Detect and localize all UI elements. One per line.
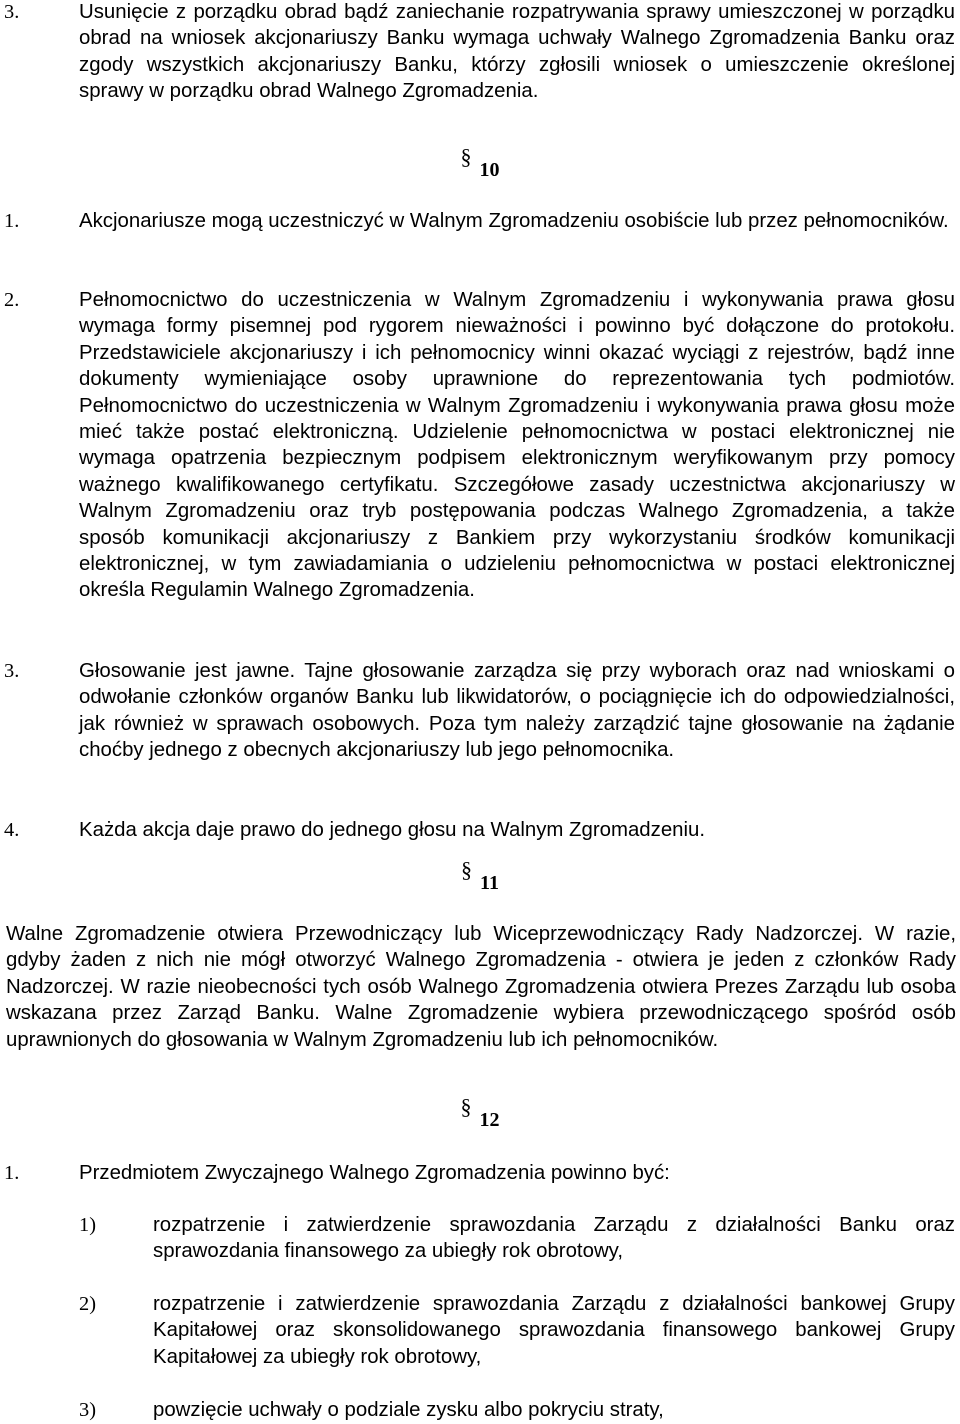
- list-item: [0, 1160, 960, 1186]
- item-number: 3.: [4, 1, 20, 23]
- item-text: Pełnomocnictwo do uczestniczenia w Walnym Zgromadzeniu i wykonywania prawa głosu wymaga formy pisemnej pod rygorem nieważności i powinno być dołączone do protokołu. Przedstawiciele akcjonariuszy i ich pełnomocnicy winni okazać wyciągi z rejestrów, bądź inne dokumenty wymieniające osoby uprawnione do reprezentowania tych podmiotów. Pełnomocnictwo do uczestniczenia w Walnym Zgromadzeniu i wykonywania prawa głosu może mieć także postać elektroniczną. Udzielenie pełnomocnictwa w postaci elektronicznej nie wymaga opatrzenia bezpiecznym podpisem elektronicznym weryfikowanym przy pomocy ważnego kwalifikowanego certyfikatu. Szczegółowe zasady uczestnictwa akcjonariuszy w Walnym Zgromadzeniu oraz tryb postępowania podczas Walnego Zgromadzenia, a także sposób komunikacji akcjonariuszy z Bankiem przy wykorzystaniu środków komunikacji elektronicznej, w tym zawiadamiania o udzieleniu pełnomocnictwa w postaci elektronicznej określa Regulamin Walnego Zgromadzenia.: [79, 289, 955, 602]
- item-text: Każda akcja daje prawo do jednego głosu na Walnym Zgromadzeniu.: [79, 819, 706, 841]
- item-text: Usunięcie z porządku obrad bądź zaniechanie rozpatrywania sprawy umieszczonej w porządku obrad na wniosek akcjonariuszy Banku wymaga uchwały Walnego Zgromadzenia Banku oraz zgody wszystkich akcjonariuszy Banku, którzy zgłosili wniosek o umieszczenie określonej sprawy w porządku obrad Walnego Zgromadzenia.: [79, 1, 955, 103]
- section-number: 12: [479, 1109, 500, 1131]
- item-number: 1.: [4, 210, 20, 232]
- section-heading-12: [0, 1094, 960, 1133]
- subitem-number: 2): [79, 1293, 96, 1315]
- sub-list-item: [0, 1397, 960, 1423]
- paragraph: [0, 921, 960, 1053]
- list-item: [0, 287, 960, 604]
- list-item: [0, 208, 960, 234]
- item-number: 1.: [4, 1162, 20, 1184]
- subitem-number: 1): [79, 1214, 96, 1236]
- subitem-text: rozpatrzenie i zatwierdzenie sprawozdania Zarządu z działalności bankowej Grupy Kapitałowej oraz skonsolidowanego sprawozdania finansowego bankowej Grupy Kapitałowej za ubiegły rok obrotowy,: [153, 1293, 955, 1368]
- subitem-number: 3): [79, 1399, 96, 1421]
- section-number: 11: [480, 872, 499, 894]
- item-text: Przedmiotem Zwyczajnego Walnego Zgromadzenia powinno być:: [79, 1162, 670, 1184]
- subitem-text: powzięcie uchwały o podziale zysku albo pokryciu straty,: [153, 1399, 664, 1421]
- section-heading-11: [0, 857, 960, 896]
- list-item: [0, 0, 960, 105]
- item-number: 3.: [4, 660, 20, 682]
- item-number: 4.: [4, 819, 20, 841]
- paragraph-text: Walne Zgromadzenie otwiera Przewodniczący lub Wiceprzewodniczący Rady Nadzorczej. W razie, gdyby żaden z nich nie mógł otworzyć Walnego Zgromadzenia - otwiera je jeden z członków Rady Nadzorczej. W razie nieobecności tych osób Walnego Zgromadzenia otwiera Prezes Zarządu lub osoba wskazana przez Zarząd Banku. Walne Zgromadzenie wybiera przewodniczącego spośród osób uprawnionych do głosowania w Walnym Zgromadzeniu lub ich pełnomocników.: [6, 923, 956, 1051]
- section-heading-10: [0, 144, 960, 183]
- item-text: Głosowanie jest jawne. Tajne głosowanie zarządza się przy wyborach oraz nad wnioskami o odwołanie członków organów Banku lub likwidatorów, o pociągnięcie ich do odpowiedzialności, jak również w sprawach osobowych. Poza tym należy zarządzić tajne głosowanie na żądanie choćby jednego z obecnych akcjonariuszy lub jego pełnomocnika.: [79, 660, 955, 762]
- section-symbol: §: [460, 1094, 472, 1119]
- item-text: Akcjonariusze mogą uczestniczyć w Walnym Zgromadzeniu osobiście lub przez pełnomocników.: [79, 210, 949, 232]
- section-number: 10: [479, 159, 500, 181]
- sub-list-item: [0, 1291, 960, 1370]
- list-item: [0, 658, 960, 764]
- sub-list-item: [0, 1212, 960, 1265]
- section-symbol: §: [461, 857, 473, 882]
- subitem-text: rozpatrzenie i zatwierdzenie sprawozdania Zarządu z działalności Banku oraz sprawozdania finansowego za ubiegły rok obrotowy,: [153, 1214, 955, 1263]
- item-number: 2.: [4, 289, 20, 311]
- list-item: [0, 817, 960, 843]
- section-symbol: §: [460, 144, 472, 169]
